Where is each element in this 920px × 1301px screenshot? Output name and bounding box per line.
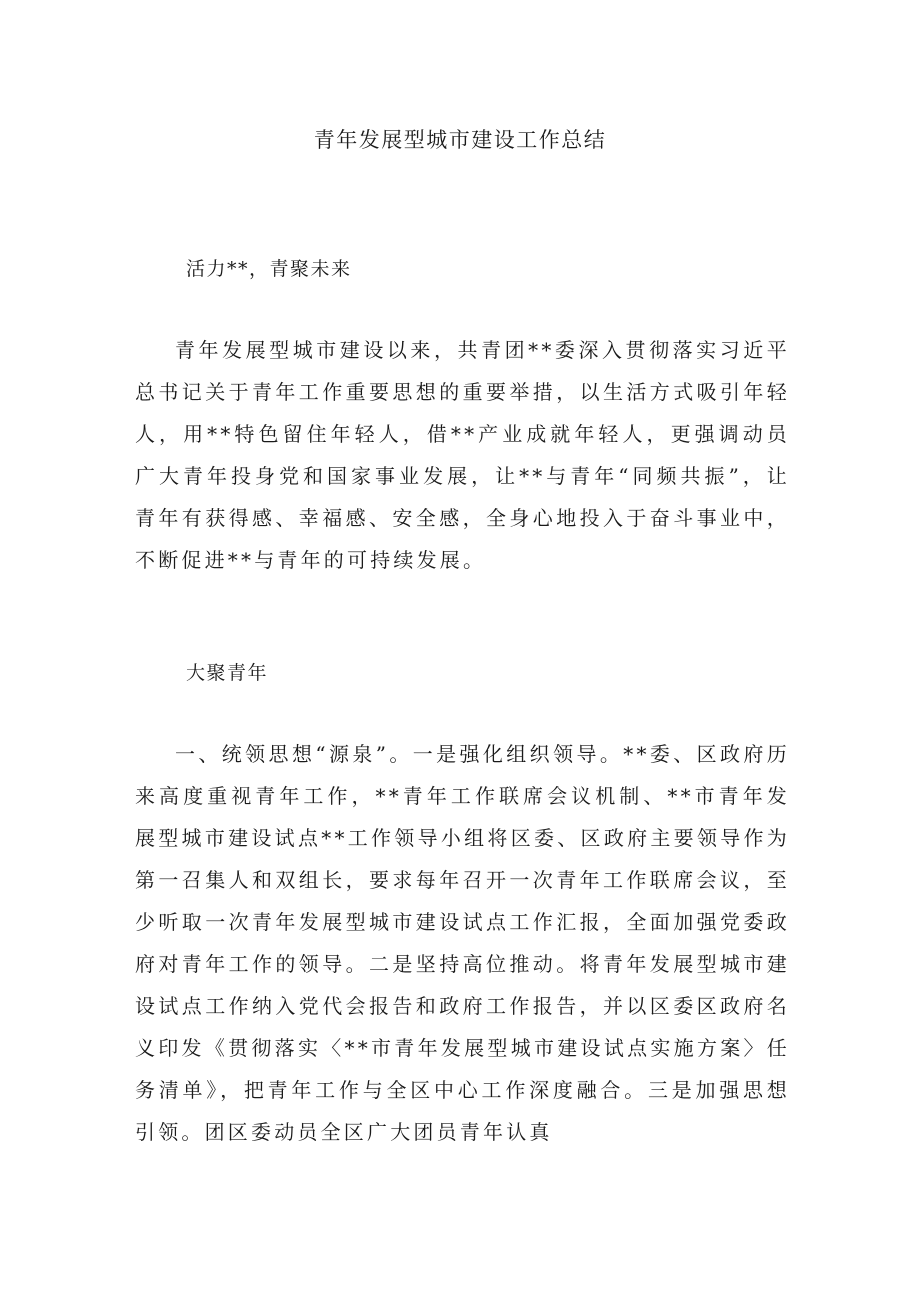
document-title: 青年发展型城市建设工作总结 [313, 128, 607, 152]
section-heading-vitality: 活力**，青聚未来 [186, 258, 352, 280]
intro-paragraph: 青年发展型城市建设以来，共青团**委深入贯彻落实习近平总书记关于青年工作重要思想的重要举措，以生活方式吸引年轻人，用**特色留住年轻人，借**产业成就年轻人，更强调动员广大青年投身党和国家事业发展，让**与青年“同频共振”，让青年有获得感、幸福感、安全感，全身心地投入于奋斗事业中，不断促进**与青年的可持续发展。 [135, 338, 790, 572]
body-paragraph-thought-source: 一、统领思想“源泉”。一是强化组织领导。**委、区政府历来高度重视青年工作，**青年工作联席会议机制、**市青年发展型城市建设试点**工作领导小组将区委、区政府主要领导作为第一召集人和双组长，要求每年召开一次青年工作联席会议，至少听取一次青年发展型城市建设试点工作汇报，全面加强党委政府对青年工作的领导。二是坚持高位推动。将青年发展型城市建设试点工作纳入党代会报告和政府工作报告，并以区委区政府名义印发《贯彻落实〈**市青年发展型城市建设试点实施方案〉任务清单》，把青年工作与全区中心工作深度融合。三是加强思想引领。团区委动员全区广大团员青年认真 [135, 742, 790, 1144]
section-heading-gather-youth: 大聚青年 [186, 662, 269, 684]
